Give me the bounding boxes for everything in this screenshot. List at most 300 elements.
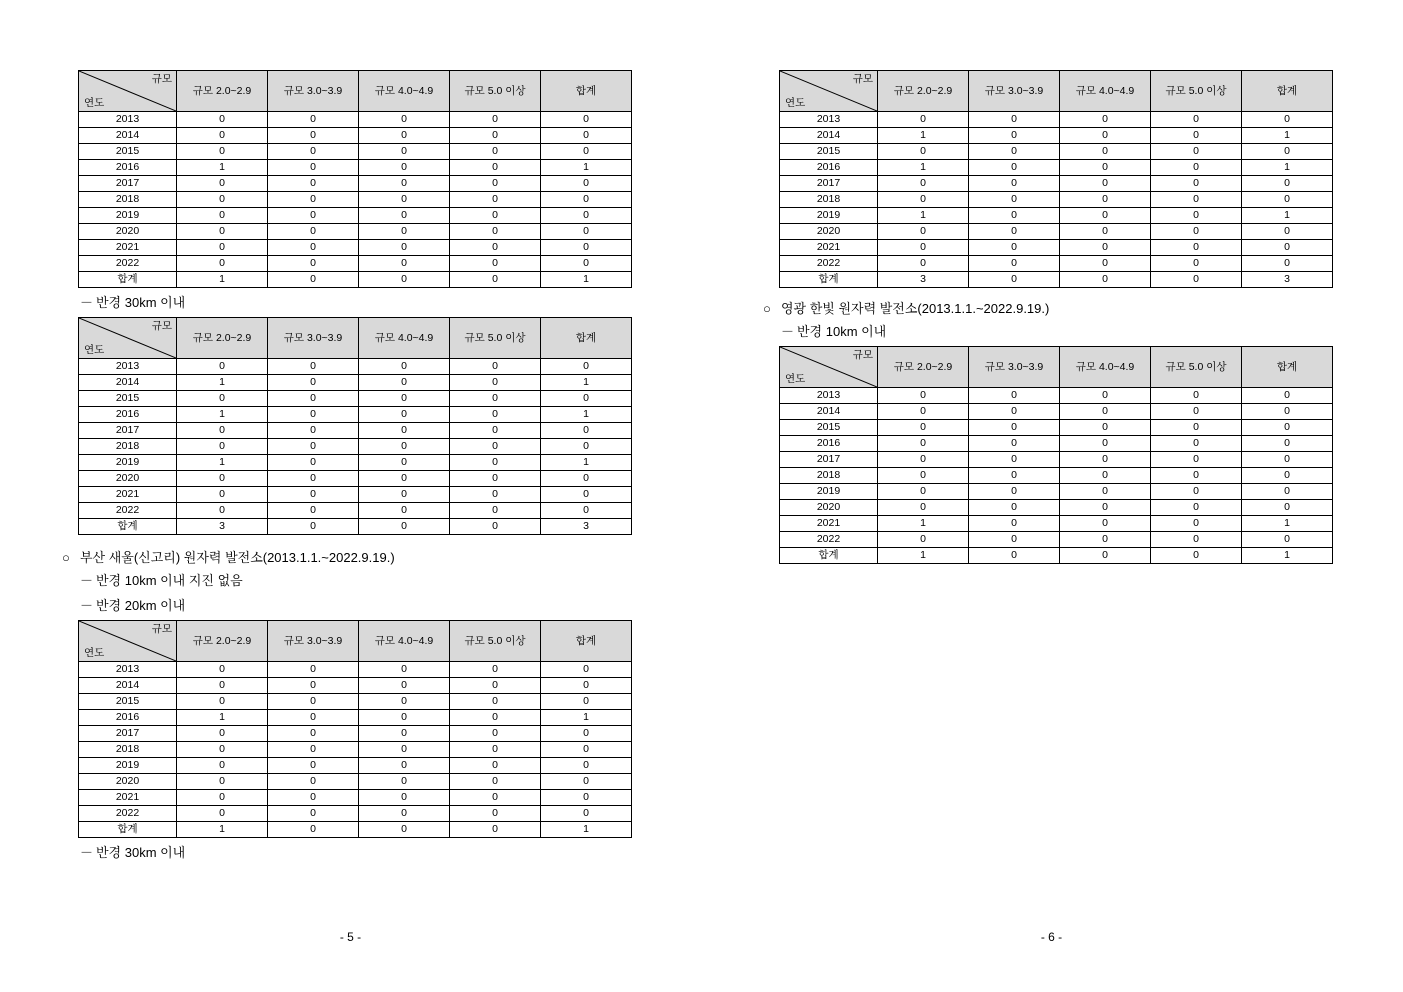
- cell-year: 2013: [79, 662, 177, 678]
- table-row: [780, 160, 1333, 176]
- cell-value: 0: [969, 144, 1060, 160]
- cell-value: 0: [541, 176, 632, 192]
- column-header: 규모 3.0~3.9: [969, 347, 1060, 388]
- cell-value: 0: [1151, 256, 1242, 272]
- cell-value: 0: [969, 436, 1060, 452]
- heading-text: 영광 한빛 원자력 발전소(2013.1.1.~2022.9.19.): [781, 301, 1050, 316]
- cell-value: 0: [450, 176, 541, 192]
- cell-year: 2019: [79, 208, 177, 224]
- cell-value: 0: [878, 144, 969, 160]
- cell-value: 0: [359, 240, 450, 256]
- dash-bullet-icon: －: [781, 324, 795, 339]
- cell-value: 1: [878, 548, 969, 564]
- cell-year: 2015: [79, 144, 177, 160]
- cell-value: 0: [1151, 468, 1242, 484]
- page-left-content: [62, 70, 661, 867]
- cell-value: 0: [1060, 240, 1151, 256]
- table-row: [780, 452, 1333, 468]
- cell-value: 0: [268, 742, 359, 758]
- cell-value: 0: [1151, 388, 1242, 404]
- cell-value: 0: [1151, 516, 1242, 532]
- cell-value: 0: [177, 503, 268, 519]
- cell-value: 0: [450, 806, 541, 822]
- table-row: [79, 742, 632, 758]
- page-left: [0, 0, 701, 992]
- column-header: 규모 5.0 이상: [450, 621, 541, 662]
- cell-value: 0: [359, 822, 450, 838]
- cell-value: 1: [177, 822, 268, 838]
- cell-value: 0: [1242, 468, 1333, 484]
- cell-value: 0: [541, 742, 632, 758]
- cell-value: 0: [1060, 468, 1151, 484]
- cell-value: 1: [177, 160, 268, 176]
- cell-value: 0: [1151, 436, 1242, 452]
- table-corner-header: [79, 71, 177, 112]
- table-row: [79, 758, 632, 774]
- cell-value: 0: [177, 112, 268, 128]
- cell-value: 0: [1242, 112, 1333, 128]
- cell-value: 1: [177, 710, 268, 726]
- table-row: [780, 468, 1333, 484]
- cell-year: 2014: [79, 128, 177, 144]
- heading-saeul-plant: [62, 547, 661, 566]
- cell-value: 0: [878, 404, 969, 420]
- cell-value: 0: [1151, 404, 1242, 420]
- cell-value: 0: [541, 726, 632, 742]
- cell-year: 2021: [780, 240, 878, 256]
- cell-value: 0: [969, 224, 1060, 240]
- cell-value: 0: [450, 359, 541, 375]
- cell-value: 0: [359, 144, 450, 160]
- cell-value: 0: [541, 359, 632, 375]
- cell-value: 0: [359, 112, 450, 128]
- cell-value: 0: [969, 240, 1060, 256]
- table-row: [79, 487, 632, 503]
- cell-year: 2018: [79, 192, 177, 208]
- cell-value: 0: [177, 678, 268, 694]
- cell-value: 0: [450, 439, 541, 455]
- column-header: 규모 2.0~2.9: [177, 71, 268, 112]
- cell-value: 0: [1151, 272, 1242, 288]
- cell-value: 0: [541, 144, 632, 160]
- cell-value: 0: [541, 487, 632, 503]
- cell-value: 0: [268, 519, 359, 535]
- cell-value: 0: [878, 240, 969, 256]
- cell-value: 0: [1060, 128, 1151, 144]
- cell-value: 0: [177, 742, 268, 758]
- cell-value: 0: [541, 678, 632, 694]
- cell-year: 2014: [79, 375, 177, 391]
- table-corner-header: [780, 347, 878, 388]
- cell-year: 2020: [79, 471, 177, 487]
- cell-value: 0: [268, 790, 359, 806]
- cell-year: 2013: [79, 112, 177, 128]
- cell-value: 0: [359, 192, 450, 208]
- cell-value: 0: [450, 144, 541, 160]
- cell-value: 0: [359, 439, 450, 455]
- cell-value: 0: [177, 208, 268, 224]
- cell-value: 0: [450, 128, 541, 144]
- cell-value: 0: [268, 176, 359, 192]
- cell-year: 합계: [780, 548, 878, 564]
- corner-label-year: 연도: [84, 343, 105, 356]
- cell-value: 0: [359, 471, 450, 487]
- circle-bullet-icon: ○: [763, 301, 771, 316]
- cell-value: 3: [541, 519, 632, 535]
- cell-value: 0: [969, 484, 1060, 500]
- cell-value: 0: [541, 439, 632, 455]
- cell-year: 2019: [79, 455, 177, 471]
- table-row: [79, 439, 632, 455]
- column-header: 규모 3.0~3.9: [268, 621, 359, 662]
- cell-value: 0: [1151, 452, 1242, 468]
- table-row: [780, 532, 1333, 548]
- table-row: [780, 272, 1333, 288]
- cell-value: 0: [1060, 484, 1151, 500]
- cell-value: 0: [177, 423, 268, 439]
- cell-value: 0: [969, 176, 1060, 192]
- cell-value: 1: [1242, 160, 1333, 176]
- table-row: [79, 726, 632, 742]
- cell-year: 합계: [79, 272, 177, 288]
- column-header: 규모 4.0~4.9: [359, 318, 450, 359]
- column-header: 규모 3.0~3.9: [268, 71, 359, 112]
- cell-value: 0: [268, 439, 359, 455]
- table-row: [79, 359, 632, 375]
- dash-bullet-icon: －: [80, 845, 94, 860]
- cell-value: 0: [450, 240, 541, 256]
- cell-value: 0: [969, 420, 1060, 436]
- cell-value: 0: [541, 192, 632, 208]
- cell-value: 0: [541, 758, 632, 774]
- cell-value: 0: [268, 423, 359, 439]
- column-header: 규모 4.0~4.9: [1060, 71, 1151, 112]
- cell-year: 2014: [780, 404, 878, 420]
- table-row: [780, 516, 1333, 532]
- column-header: 합계: [1242, 347, 1333, 388]
- table-corner-header: [79, 318, 177, 359]
- cell-value: 0: [268, 503, 359, 519]
- table-row: [780, 420, 1333, 436]
- cell-value: 0: [450, 224, 541, 240]
- cell-value: 0: [450, 742, 541, 758]
- cell-year: 2019: [780, 208, 878, 224]
- dash-bullet-icon: －: [80, 573, 94, 588]
- cell-value: 0: [450, 455, 541, 471]
- cell-value: 0: [1242, 484, 1333, 500]
- caption-text: 반경 10km 이내: [797, 324, 887, 339]
- cell-value: 0: [1242, 404, 1333, 420]
- cell-value: 0: [450, 407, 541, 423]
- cell-value: 0: [359, 224, 450, 240]
- cell-value: 0: [268, 112, 359, 128]
- cell-year: 2013: [79, 359, 177, 375]
- cell-year: 합계: [79, 519, 177, 535]
- caption-text: 반경 10km 이내 지진 없음: [96, 573, 243, 588]
- caption-text: 반경 20km 이내: [96, 598, 186, 613]
- table-row: [79, 678, 632, 694]
- table-row: [780, 256, 1333, 272]
- cell-value: 0: [359, 790, 450, 806]
- cell-value: 0: [1242, 388, 1333, 404]
- table-row: [79, 694, 632, 710]
- cell-value: 0: [541, 224, 632, 240]
- cell-value: 0: [969, 272, 1060, 288]
- table-row: [780, 112, 1333, 128]
- caption-radius-10km-right: [763, 321, 1374, 340]
- cell-year: 2016: [79, 407, 177, 423]
- cell-value: 0: [268, 694, 359, 710]
- cell-value: 0: [359, 806, 450, 822]
- cell-value: 0: [359, 391, 450, 407]
- cell-value: 3: [878, 272, 969, 288]
- cell-year: 2015: [79, 391, 177, 407]
- cell-value: 0: [878, 112, 969, 128]
- column-header: 규모 5.0 이상: [450, 318, 541, 359]
- corner-label-magnitude: 규모: [151, 73, 172, 85]
- table-row: [79, 423, 632, 439]
- cell-value: 0: [177, 144, 268, 160]
- cell-year: 2022: [780, 532, 878, 548]
- cell-value: 0: [969, 112, 1060, 128]
- cell-value: 0: [359, 176, 450, 192]
- cell-value: 1: [541, 160, 632, 176]
- cell-value: 3: [1242, 272, 1333, 288]
- cell-value: 1: [1242, 548, 1333, 564]
- cell-value: 0: [1242, 436, 1333, 452]
- cell-value: 0: [1060, 388, 1151, 404]
- cell-value: 0: [878, 256, 969, 272]
- table-row: [79, 192, 632, 208]
- table-row: [780, 192, 1333, 208]
- cell-value: 1: [177, 455, 268, 471]
- cell-year: 2021: [79, 487, 177, 503]
- cell-year: 2017: [780, 176, 878, 192]
- cell-value: 1: [541, 375, 632, 391]
- column-header: 규모 5.0 이상: [1151, 347, 1242, 388]
- cell-value: 0: [878, 468, 969, 484]
- table-row: [79, 128, 632, 144]
- column-header: 규모 4.0~4.9: [1060, 347, 1151, 388]
- cell-value: 1: [1242, 208, 1333, 224]
- cell-year: 2018: [79, 439, 177, 455]
- earthquake-table-4: [779, 70, 1333, 288]
- cell-year: 2021: [79, 240, 177, 256]
- cell-value: 0: [541, 503, 632, 519]
- column-header: 합계: [541, 318, 632, 359]
- cell-value: 0: [1151, 484, 1242, 500]
- cell-value: 0: [969, 532, 1060, 548]
- page-number-right: - 6 -: [1040, 930, 1063, 944]
- cell-value: 0: [1242, 420, 1333, 436]
- table-row: [780, 404, 1333, 420]
- cell-value: 0: [268, 272, 359, 288]
- earthquake-table-5: [779, 346, 1333, 564]
- cell-value: 0: [878, 452, 969, 468]
- cell-value: 0: [268, 359, 359, 375]
- cell-year: 2021: [79, 790, 177, 806]
- cell-value: 0: [450, 375, 541, 391]
- cell-year: 2022: [79, 806, 177, 822]
- table-row: [79, 455, 632, 471]
- cell-value: 0: [359, 710, 450, 726]
- table-row: [79, 407, 632, 423]
- cell-value: 0: [969, 516, 1060, 532]
- table-row: [79, 144, 632, 160]
- dash-bullet-icon: －: [80, 295, 94, 310]
- cell-value: 0: [359, 160, 450, 176]
- cell-value: 0: [450, 391, 541, 407]
- cell-value: 0: [268, 375, 359, 391]
- cell-value: 0: [1060, 500, 1151, 516]
- cell-value: 0: [1060, 420, 1151, 436]
- cell-value: 0: [450, 694, 541, 710]
- cell-value: 0: [177, 224, 268, 240]
- cell-value: 0: [878, 224, 969, 240]
- cell-value: 0: [268, 774, 359, 790]
- cell-value: 1: [878, 128, 969, 144]
- column-header: 합계: [1242, 71, 1333, 112]
- cell-value: 1: [878, 208, 969, 224]
- cell-year: 합계: [780, 272, 878, 288]
- cell-year: 2015: [780, 144, 878, 160]
- cell-year: 2015: [79, 694, 177, 710]
- cell-value: 0: [878, 500, 969, 516]
- cell-value: 1: [177, 375, 268, 391]
- cell-year: 2020: [780, 500, 878, 516]
- earthquake-table-2: [78, 317, 632, 535]
- cell-value: 0: [541, 391, 632, 407]
- cell-value: 0: [969, 208, 1060, 224]
- cell-value: 0: [268, 144, 359, 160]
- cell-value: 0: [1242, 144, 1333, 160]
- cell-value: 0: [1151, 420, 1242, 436]
- caption-radius-20km: [62, 595, 661, 614]
- corner-label-year: 연도: [785, 96, 806, 109]
- cell-value: 0: [359, 662, 450, 678]
- table-row: [79, 662, 632, 678]
- cell-value: 0: [969, 404, 1060, 420]
- cell-value: 0: [541, 471, 632, 487]
- page-right-content: [763, 70, 1374, 564]
- cell-value: 0: [1151, 160, 1242, 176]
- corner-label-year: 연도: [785, 372, 806, 385]
- cell-value: 0: [541, 694, 632, 710]
- cell-value: 0: [969, 452, 1060, 468]
- cell-value: 0: [177, 806, 268, 822]
- cell-value: 0: [268, 160, 359, 176]
- cell-value: 0: [268, 487, 359, 503]
- cell-year: 2022: [780, 256, 878, 272]
- cell-value: 0: [541, 790, 632, 806]
- cell-value: 0: [268, 662, 359, 678]
- cell-value: 0: [1242, 176, 1333, 192]
- cell-value: 1: [177, 272, 268, 288]
- page-number-left: - 5 -: [339, 930, 362, 944]
- cell-value: 0: [1151, 224, 1242, 240]
- cell-value: 0: [1151, 532, 1242, 548]
- cell-value: 1: [878, 160, 969, 176]
- caption-radius-30km-left: [62, 292, 661, 311]
- cell-value: 0: [359, 375, 450, 391]
- cell-value: 0: [359, 519, 450, 535]
- cell-value: 0: [177, 726, 268, 742]
- cell-value: 0: [268, 678, 359, 694]
- cell-value: 0: [268, 710, 359, 726]
- cell-year: 합계: [79, 822, 177, 838]
- table-row: [79, 790, 632, 806]
- column-header: 규모 2.0~2.9: [177, 621, 268, 662]
- cell-year: 2014: [79, 678, 177, 694]
- cell-value: 0: [1060, 144, 1151, 160]
- cell-value: 0: [450, 774, 541, 790]
- cell-value: 0: [1151, 176, 1242, 192]
- cell-value: 0: [359, 272, 450, 288]
- cell-value: 0: [1151, 128, 1242, 144]
- cell-value: 0: [541, 128, 632, 144]
- cell-value: 0: [268, 407, 359, 423]
- cell-year: 2014: [780, 128, 878, 144]
- cell-value: 0: [268, 208, 359, 224]
- cell-value: 0: [268, 256, 359, 272]
- cell-value: 0: [268, 726, 359, 742]
- cell-year: 2018: [780, 468, 878, 484]
- cell-value: 0: [177, 471, 268, 487]
- column-header: 규모 3.0~3.9: [268, 318, 359, 359]
- cell-value: 0: [359, 359, 450, 375]
- cell-value: 0: [450, 726, 541, 742]
- cell-value: 0: [969, 192, 1060, 208]
- column-header: 규모 5.0 이상: [450, 71, 541, 112]
- column-header: 규모 2.0~2.9: [878, 347, 969, 388]
- cell-value: 0: [268, 192, 359, 208]
- cell-value: 0: [359, 423, 450, 439]
- cell-value: 0: [450, 519, 541, 535]
- cell-value: 0: [268, 224, 359, 240]
- cell-value: 0: [969, 160, 1060, 176]
- cell-value: 0: [359, 742, 450, 758]
- cell-year: 2020: [780, 224, 878, 240]
- cell-value: 0: [1151, 144, 1242, 160]
- cell-value: 0: [969, 128, 1060, 144]
- cell-value: 0: [359, 256, 450, 272]
- corner-label-magnitude: 규모: [151, 320, 172, 332]
- column-header: 규모 2.0~2.9: [878, 71, 969, 112]
- column-header: 규모 4.0~4.9: [359, 621, 450, 662]
- cell-value: 0: [1242, 240, 1333, 256]
- cell-year: 2016: [780, 160, 878, 176]
- cell-value: 0: [450, 662, 541, 678]
- cell-year: 2017: [780, 452, 878, 468]
- caption-text: 반경 30km 이내: [96, 295, 186, 310]
- corner-label-magnitude: 규모: [852, 349, 873, 361]
- cell-value: 1: [878, 516, 969, 532]
- table-row: [79, 471, 632, 487]
- corner-label-magnitude: 규모: [151, 623, 172, 635]
- table-row: [780, 208, 1333, 224]
- cell-value: 1: [541, 407, 632, 423]
- cell-year: 2021: [780, 516, 878, 532]
- cell-value: 0: [969, 256, 1060, 272]
- cell-value: 0: [177, 774, 268, 790]
- cell-year: 2016: [79, 160, 177, 176]
- corner-label-magnitude: 규모: [852, 73, 873, 85]
- cell-year: 2013: [780, 388, 878, 404]
- cell-value: 0: [1060, 160, 1151, 176]
- cell-value: 0: [1242, 192, 1333, 208]
- cell-value: 0: [878, 176, 969, 192]
- circle-bullet-icon: ○: [62, 550, 70, 565]
